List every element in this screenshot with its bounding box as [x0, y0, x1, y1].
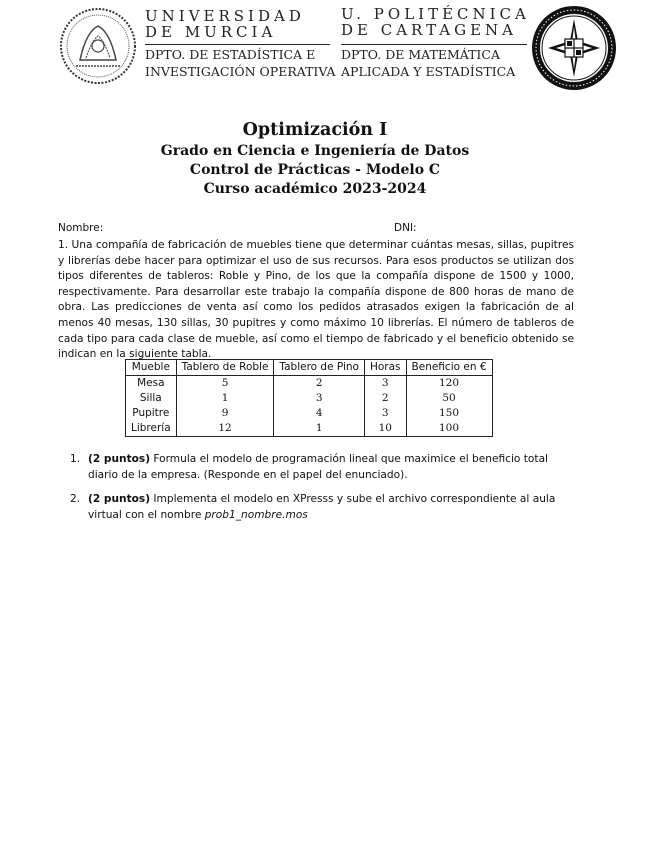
table-cell: 120 — [406, 376, 492, 392]
question-item — [70, 492, 575, 523]
left-university-line1: UNIVERSIDAD — [145, 7, 305, 25]
column-header: Horas — [364, 360, 406, 376]
question-number: 1. — [70, 453, 81, 465]
table-cell: 3 — [364, 406, 406, 421]
column-header: Mueble — [126, 360, 177, 376]
table-cell: 2 — [274, 376, 365, 392]
right-dept-line1: DPTO. DE MATEMÁTICA — [341, 47, 500, 62]
table-cell: 1 — [176, 391, 274, 406]
table-cell: Pupitre — [126, 406, 177, 421]
dni-field-label: DNI: — [394, 222, 417, 234]
table-cell: 10 — [364, 421, 406, 437]
table-cell: 12 — [176, 421, 274, 437]
furniture-table — [125, 359, 493, 437]
left-university-name — [145, 8, 305, 40]
table-cell: Librería — [126, 421, 177, 437]
exam-title: Control de Prácticas - Modelo C — [189, 162, 441, 178]
table-cell: 2 — [364, 391, 406, 406]
problem-statement: 1. Una compañía de fabricación de muebles tiene que determinar cuántas mesas, sillas, pupitres y librerías debe hacer para optimizar el uso de sus recursos. Para esos productos se utilizan dos tipos diferentes de tableros: Roble y Pino, de los que la compañía dispone de 1500 y 1000, respectivamente. Para desarrollar este trabajo la compañía dispone de 800 horas de mano de obra. Las predicciones de venta así como los pedidos atrasados exigen la fabricación de al menos 40 mesas, 130 sillas, 30 pupitres y como máximo 10 librerías. El número de tableros de cada tipo para cada clase de mueble, así como el tiempo de fabricado y el beneficio obtenido se indican en la siguiente tabla. — [58, 239, 574, 361]
left-dept-line2: INVESTIGACIÓN OPERATIVA — [145, 64, 336, 79]
question-list — [70, 452, 575, 532]
upct-seal-logo — [531, 5, 617, 91]
column-header: Beneficio en € — [406, 360, 492, 376]
table-cell: 3 — [364, 376, 406, 392]
left-university-line2: DE MURCIA — [145, 23, 277, 41]
right-university-line1: U. POLITÉCNICA — [341, 5, 530, 23]
left-dept-line1: DPTO. DE ESTADÍSTICA E — [145, 47, 316, 62]
table-row — [126, 376, 493, 392]
table-cell: 50 — [406, 391, 492, 406]
question-points: (2 puntos) — [88, 453, 151, 465]
question-text: Implementa el modelo en XPresss y sube el archivo correspondiente al aula virtual con el nombre — [88, 493, 556, 521]
table-cell: Mesa — [126, 376, 177, 392]
column-header: Tablero de Roble — [176, 360, 274, 376]
column-header: Tablero de Pino — [274, 360, 365, 376]
academic-year: Curso académico 2023-2024 — [203, 181, 427, 197]
table-cell: 9 — [176, 406, 274, 421]
table-cell: 3 — [274, 391, 365, 406]
degree-title: Grado en Ciencia e Ingeniería de Datos — [160, 143, 470, 159]
right-university-line2: DE CARTAGENA — [341, 21, 517, 39]
table-row — [126, 391, 493, 406]
name-field-label: Nombre: — [58, 222, 104, 234]
question-item — [70, 452, 575, 483]
course-title: Optimización I — [242, 120, 388, 140]
table-cell: 100 — [406, 421, 492, 437]
right-header-rule — [341, 44, 527, 45]
universidad-de-murcia-logo — [58, 6, 138, 86]
right-university-name — [341, 6, 530, 38]
table-cell: 5 — [176, 376, 274, 392]
question-number: 2. — [70, 493, 81, 506]
right-department — [341, 46, 515, 80]
question-text: Formula el modelo de programación lineal que maximice el beneficio total diario de la empresa. (Responde en el papel del enunciado). — [88, 453, 549, 481]
table-row — [126, 406, 493, 421]
question-points: (2 puntos) — [88, 493, 151, 506]
table-cell: 4 — [274, 406, 365, 421]
left-header-rule — [145, 44, 330, 45]
file-name: prob1_nombre.mos — [204, 508, 308, 521]
table-header-row — [126, 360, 493, 376]
table-cell: Silla — [126, 391, 177, 406]
table-cell: 1 — [274, 421, 365, 437]
table-row — [126, 421, 493, 437]
right-dept-line2: APLICADA Y ESTADÍSTICA — [341, 64, 516, 79]
left-department — [145, 46, 336, 80]
table-cell: 150 — [406, 406, 492, 421]
title-block — [0, 118, 630, 199]
